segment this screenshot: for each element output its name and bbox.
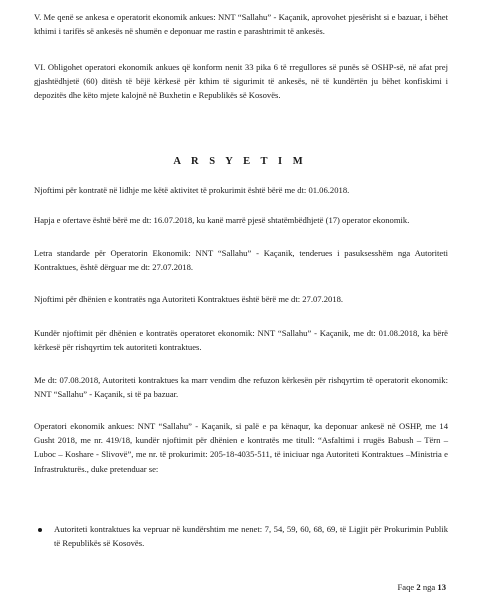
paragraph-review-request: Kundër njoftimit për dhënien e kontratës operatoret ekonomik: NNT “Sallahu” - Kaçanik, me dt: 01.08.2018, ka bërë kërkesë për rishqyrtim tek autoriteti kontraktues. (34, 328, 448, 353)
paragraph-complaint: Operatori ekonomik ankues: NNT “Sallahu” - Kaçanik, si palë e pa kënaqur, ka deponuar ankesë në OSHP, me 14 Gusht 2018, me nr. 419/18, kundër njoftimit për dhënien e kontratës me titull: “Asfaltimi i rrugës Babush – Tërn – Luboc – Koshare - Slivovë”, me nr. të prokurimit: 205-18-4035-511, të iniciuar nga Autoriteti Kontraktues –Ministria e Infrastrukturës., duke pretenduar se: (34, 421, 448, 474)
bullet-icon (38, 528, 42, 532)
bullet-text: Autoriteti kontraktues ka vepruar në kundërshtim me nenet: 7, 54, 59, 60, 68, 69, të Ligjit për Prokurimin Publik të Republikës së Kosovës. (54, 524, 448, 549)
footer-total-pages: 13 (437, 582, 446, 592)
paragraph-standard-letter: Letra standarde për Operatorin Ekonomik: NNT “Sallahu” - Kaçanik, tenderues i pasuksesshëm nga Autoriteti Kontraktues, është dërguar me dt: 27.07.2018. (34, 248, 448, 273)
paragraph-award-notice: Njoftimi për dhënien e kontratës nga Autoriteti Kontraktues është bërë me dt: 27.07.2018. (34, 294, 344, 304)
paragraph-contract-notice: Njoftimi për kontratë në lidhje me këtë aktivitet të prokurimit është bërë me dt: 01.06.2018. (34, 185, 350, 195)
footer-page-number: 2 (416, 582, 421, 592)
footer-of-word: nga (422, 582, 436, 592)
reasoning-heading: A R S Y E T I M (173, 156, 307, 167)
page-footer (398, 582, 447, 592)
paragraph-bid-opening: Hapja e ofertave është bërë me dt: 16.07.2018, ku kanë marrë pjesë shtatëmbëdhjetë (17) operator ekonomik. (34, 215, 410, 225)
paragraph-review-decision: Me dt: 07.08.2018, Autoriteti kontraktues ka marr vendim dhe refuzon kërkesën për rishqyrtim të operatorit ekonomik: NNT “Sallahu” - Kaçanik, si të pa bazuar. (34, 375, 448, 400)
footer-page-word: Faqe (397, 582, 415, 592)
section-v-paragraph: V. Me qenë se ankesa e operatorit ekonomik ankues: NNT “Sallahu” - Kaçanik, aprovohet pjesërisht si e bazuar, i bëhet kthimi i tarifës së ankesës në shumën e deponuar me rastin e parashtrimit të ankesës. (34, 12, 448, 37)
section-vi-paragraph: VI. Obligohet operatori ekonomik ankues që konform nenit 33 pika 6 të rregullores së punës së OSHP-së, në afat prej gjashtëdhjetë (60) ditësh të bëjë kërkesë për kthim të sigurimit të ankesës, në të kundërtën ju bëhet konfiskimi i depozitës dhe këto mjete kalojnë në Buxhetin e Republikës së Kosovës. (34, 62, 448, 101)
